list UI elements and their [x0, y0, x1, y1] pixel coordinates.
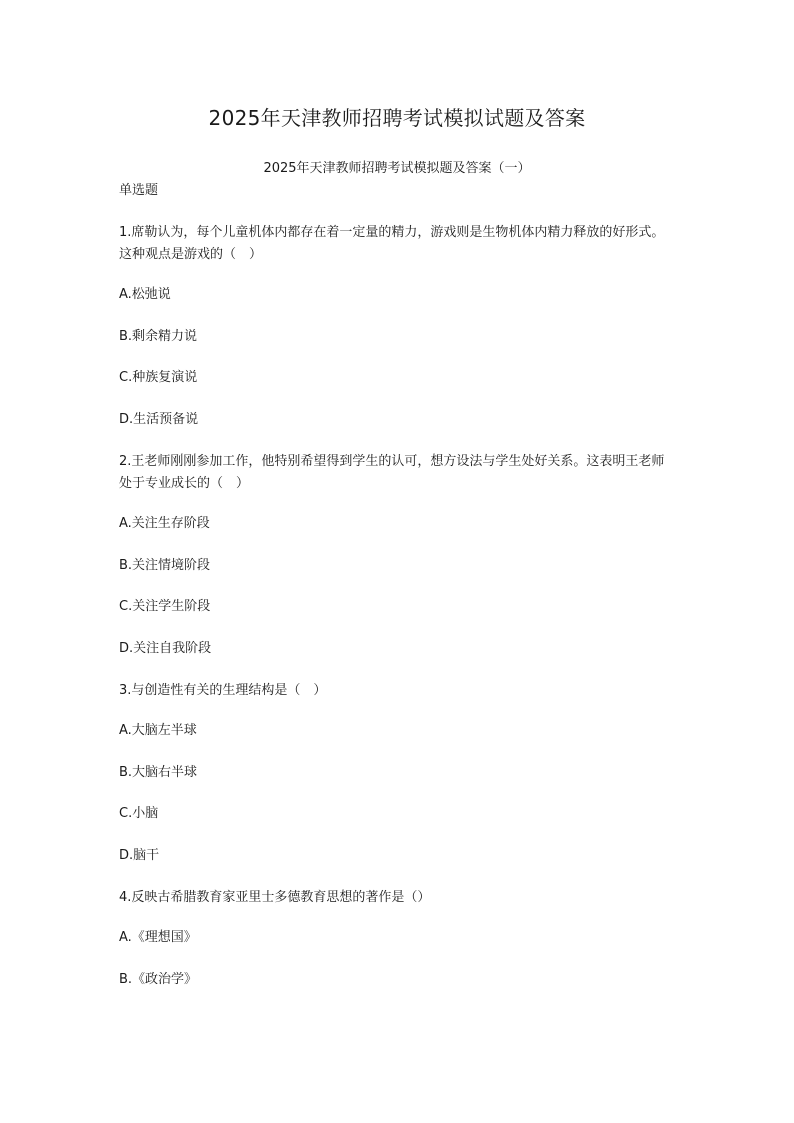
option-b: B.《政治学》	[119, 971, 198, 987]
question-text: 2.王老师刚刚参加工作，他特别希望得到学生的认可，想方设法与学生处好关系。这表明王老师处于专业成长的（ ）	[119, 454, 665, 491]
document-subtitle: 2025年天津教师招聘考试模拟题及答案（一）	[263, 161, 531, 176]
option-b: B.关注情境阶段	[119, 557, 211, 573]
option-d: D.脑干	[119, 847, 160, 863]
option-b: B.大脑右半球	[119, 764, 198, 780]
option-c: C.种族复演说	[119, 370, 198, 385]
question-1	[119, 222, 675, 430]
question-list	[119, 222, 675, 1011]
document-title: 2025年天津教师招聘考试模拟试题及答案	[208, 106, 586, 130]
option-c: C.关注学生阶段	[119, 599, 211, 614]
question-text: 4.反映古希腊教育家亚里士多德教育思想的著作是（）	[119, 890, 431, 905]
option-c: C.小脑	[119, 806, 159, 821]
option-a: A.大脑左半球	[119, 723, 197, 738]
option-a: A.《理想国》	[119, 930, 197, 945]
question-text: 3.与创造性有关的生理结构是（ ）	[119, 683, 327, 698]
option-a: A.松弛说	[119, 287, 171, 302]
question-4	[119, 887, 675, 990]
question-2	[119, 451, 675, 659]
question-3	[119, 680, 675, 866]
option-a: A.关注生存阶段	[119, 516, 210, 531]
option-d: D.关注自我阶段	[119, 640, 212, 656]
option-d: D.生活预备说	[119, 411, 199, 427]
question-text: 1.席勒认为，每个儿童机体内都存在着一定量的精力，游戏则是生物机体内精力释放的好形式。这种观点是游戏的（ ）	[119, 225, 665, 262]
section-heading: 单选题	[119, 183, 159, 198]
option-b: B.剩余精力说	[119, 328, 198, 344]
